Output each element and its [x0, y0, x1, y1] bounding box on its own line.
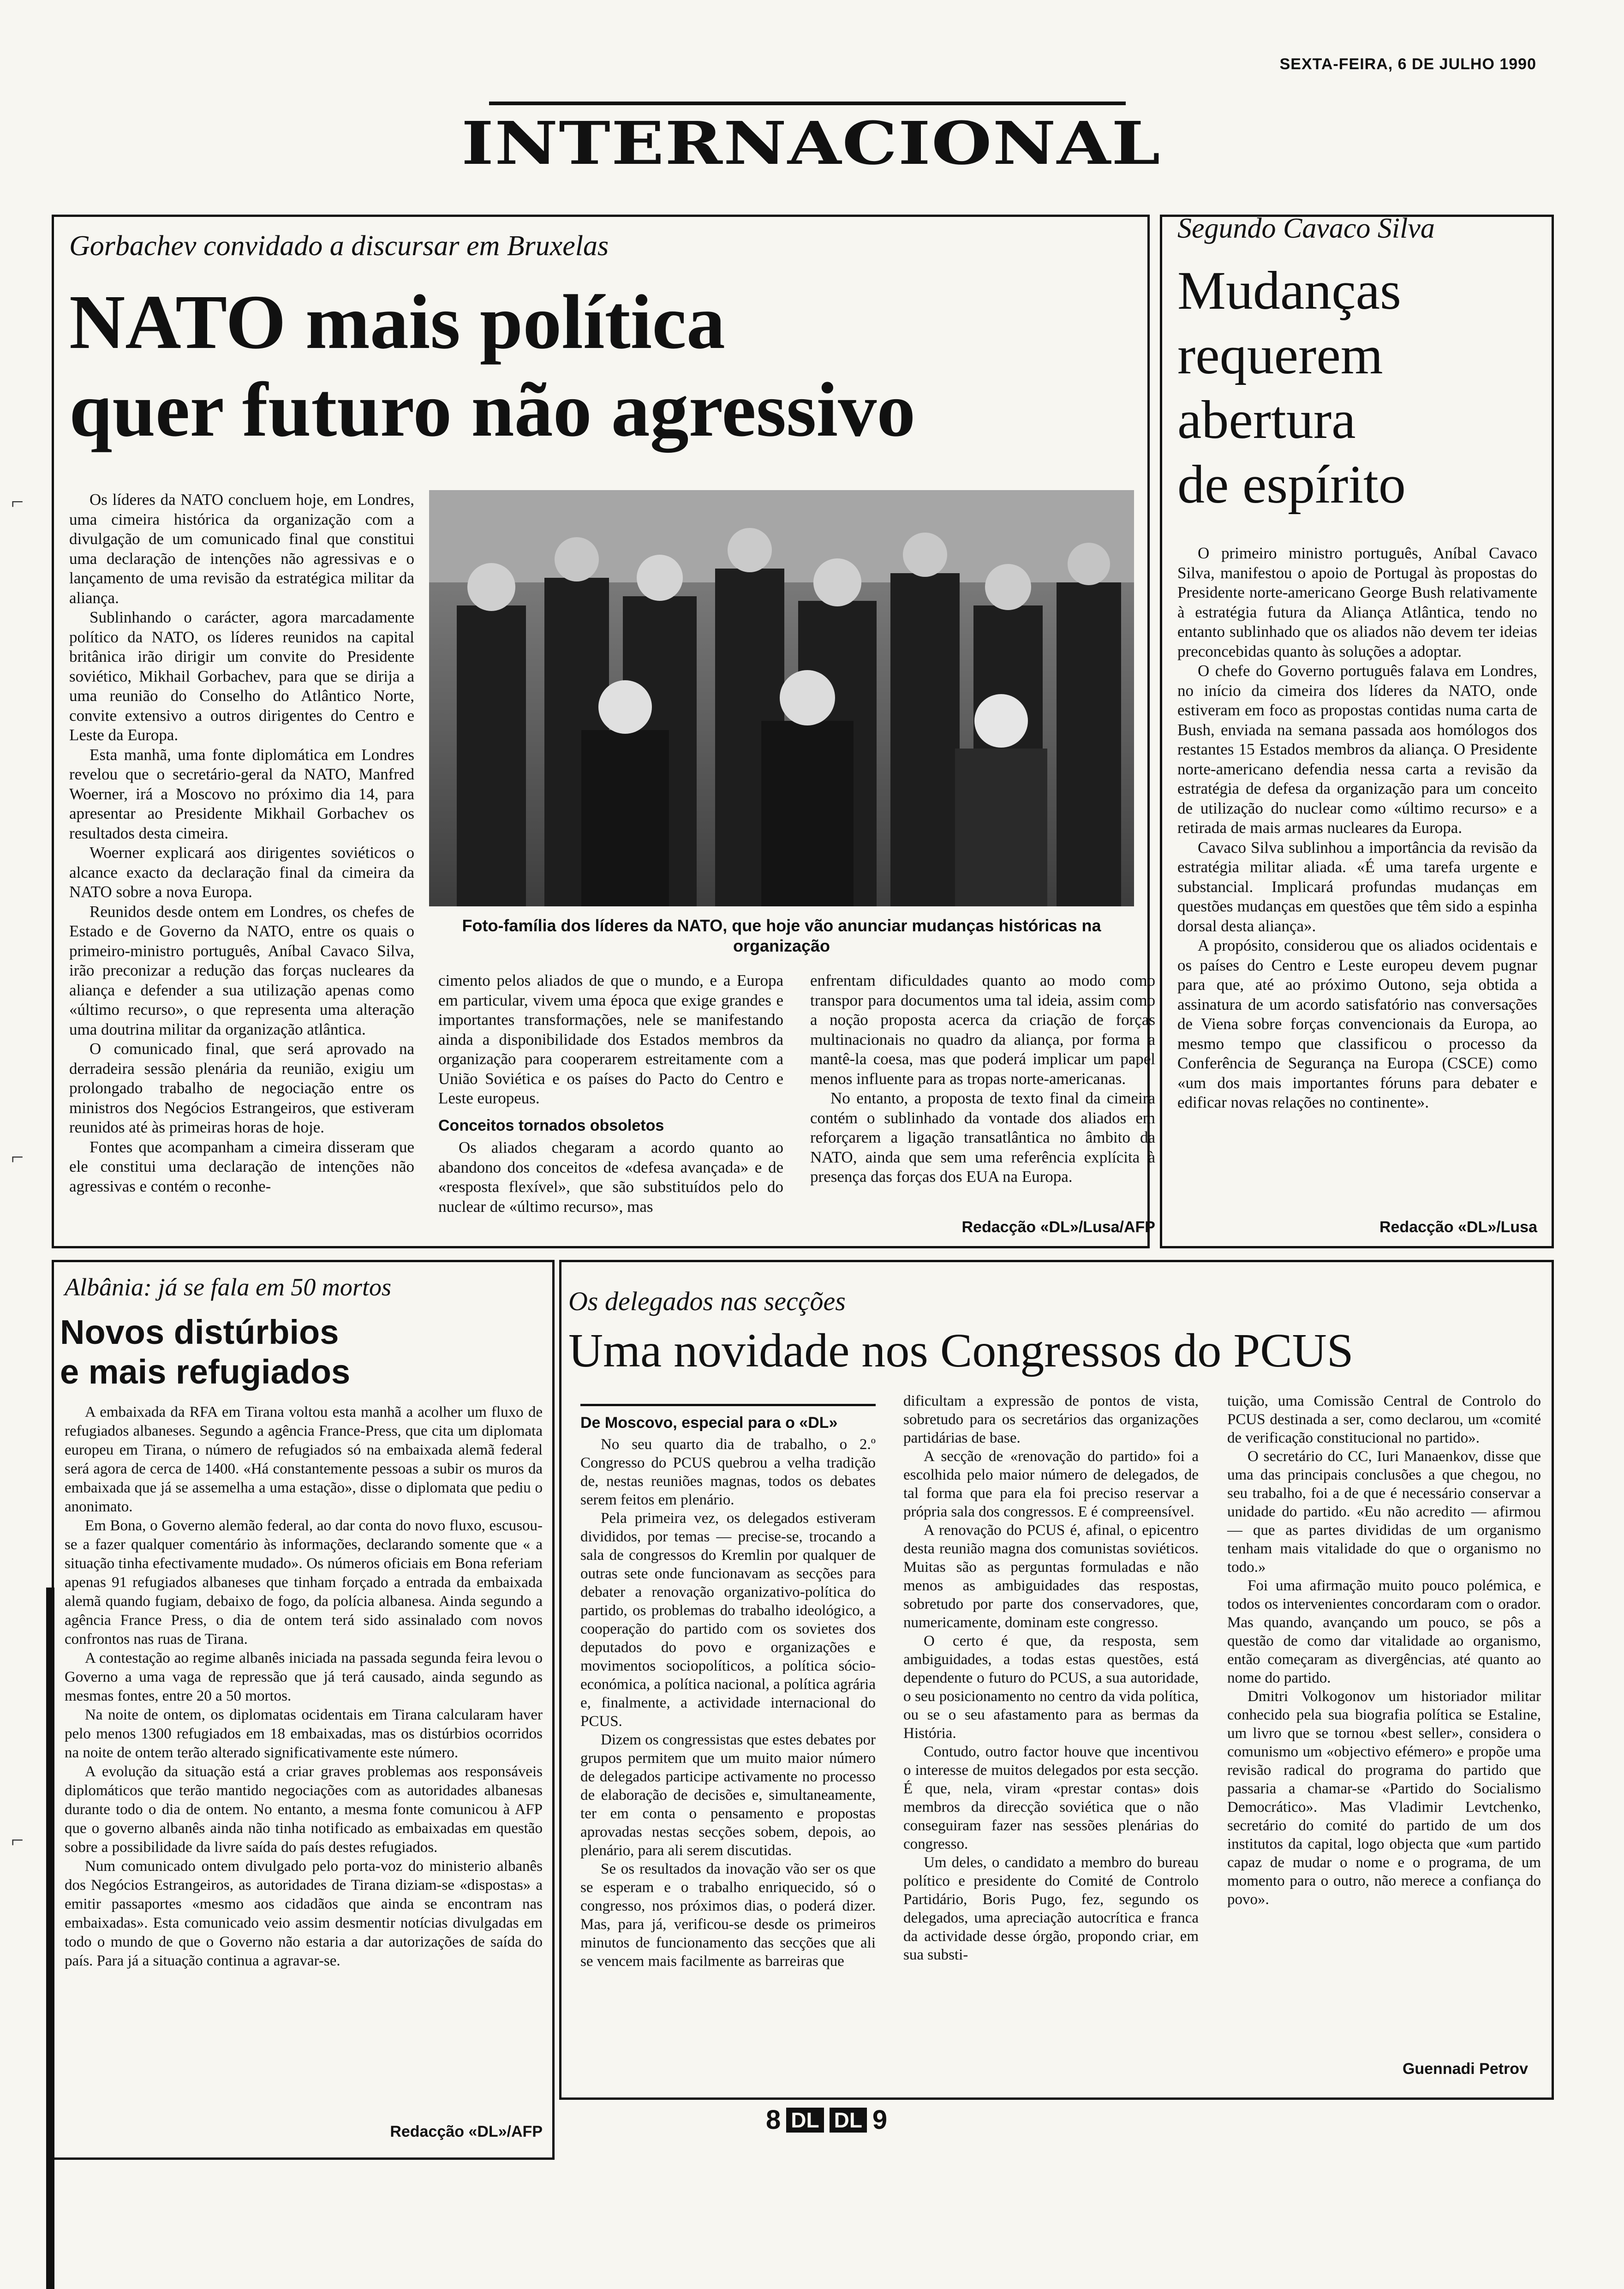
- folio-left-number: 8: [766, 2105, 781, 2135]
- paragraph: Fontes que acompanham a cimeira disseram que ele constitui uma declaração de intenções não agressivas e contém o reconhe-: [69, 1138, 414, 1195]
- cavaco-headline-line-4: de espírito: [1177, 454, 1406, 515]
- nato-subhead: Conceitos tornados obsoletos: [438, 1116, 664, 1134]
- albania-kicker: Albânia: já se fala em 50 mortos: [65, 1273, 391, 1301]
- dateline-rule: [580, 1404, 876, 1406]
- nato-column-2: [438, 971, 783, 1216]
- paragraph: Woerner explicará aos dirigentes soviéticos o alcance exacto da declaração final da cimeira da NATO sobre a nova Europa.: [69, 844, 414, 901]
- cavaco-headline-line-2: requerem: [1177, 325, 1383, 385]
- paragraph: Dmitri Volkogonov um historiador militar conhecido pela sua biografia política se Estaline, um livro que se tornou «best seller», considera o comunismo um «objectivo efémero» e propõe uma revisão radical do programa do partido que passaria a chamar-se «Partido do Socialismo Democrático». Mas Vladimir Levtchenko, secretário do comité do partido de um dos institutos da capital, logo objecta que «um partido capaz de mudar o nome e o programa, de um momento para o outro, não merece a confiança do povo».: [1227, 1688, 1541, 1908]
- cavaco-kicker: Segundo Cavaco Silva: [1177, 213, 1435, 244]
- paragraph: O comunicado final, que será aprovado na derradeira sessão plenária da reunião, exigiu um prolongado trabalho de negociação entre os ministros dos Negócios Estrangeiros, que estiveram reunidos até às primeiras horas de hoje.: [69, 1040, 414, 1136]
- paragraph: A propósito, considerou que os aliados ocidentais e os países do Centro e Leste europeu devem pugnar para que, até ao próximo Outono, seja obtida a assinatura de um acordo satisfatório nas conversações de Viena sobre forças convencionais da Europa, ao mesmo tempo que classificou o processo da Conferência de Segurança na Europa (CSCE) como «um dos mais importantes fóruns para debater e edificar novas relações no continente».: [1177, 936, 1537, 1111]
- margin-rule: [46, 1588, 54, 2289]
- paragraph: O primeiro ministro português, Aníbal Cavaco Silva, manifestou o apoio de Portugal às propostas do Presidente norte-americano George Bush relativamente à estratégia futura da Aliança Atlântica, tendo no entanto sublinhado que os aliados não devem ter ideias preconcebidas quanto às soluções a adoptar.: [1177, 544, 1537, 660]
- nato-leaders-photo: [429, 490, 1134, 906]
- pcus-column-2: [903, 1392, 1199, 1964]
- folio-logo-left: DL: [786, 2108, 824, 2133]
- paragraph: Na noite de ontem, os diplomatas ocidentais em Tirana calcularam haver pelo menos 1300 refugiados em 18 embaixadas, mas os distúrbios ocorridos na noite de ontem terão alterado significativamente este número.: [65, 1707, 543, 1761]
- paragraph: O secretário do CC, Iuri Manaenkov, disse que uma das principais conclusões a que chegou, no seu trabalho, foi a de que é necessário conservar a unidade do partido. «Eu não acredito — afirmou — que as partes divididas de um organismo tenham mais vitalidade do que o organismo no todo.»: [1227, 1448, 1541, 1576]
- paragraph: Pela primeira vez, os delegados estiveram divididos, por temas — precise-se, trocando a sala de congressos do Kremlin por qualquer de outras sete onde funcionavam as secções para debater a renovação organizativo-política do partido, os problemas do trabalho ideológico, a cooperação do partido com os sovietes dos deputados do povo e organizações e movimentos sociopolíticos, a política sócio-económica, a política nacional, a política agrária e, finalmente, a actividade internacional do PCUS.: [580, 1510, 876, 1730]
- nato-photo-caption: Foto-família dos líderes da NATO, que hoje vão anunciar mudanças históricas na organização: [462, 916, 1101, 955]
- page-folio: [766, 2104, 887, 2135]
- paragraph: dificultam a expressão de pontos de vista, sobretudo para os secretários das organizações partidárias de base.: [903, 1393, 1199, 1446]
- folio-right-number: 9: [872, 2105, 888, 2135]
- paragraph: cimento pelos aliados de que o mundo, e a Europa em particular, vivem uma época que exige grandes e importantes transformações, nele se manifestando ainda a disponibilidade dos Estados membros da organização para cooperarem estreitamente com a União Soviética e os países do Pacto do Centro e Leste europeus.: [438, 971, 783, 1107]
- paragraph: Em Bona, o Governo alemão federal, ao dar conta do novo fluxo, escusou-se a fazer qualquer comentário às informações, declarando somente que « a situação tinha efectivamente mudado». Os números oficiais em Bona referiam apenas 91 refugiados albaneses que tinham forçado a entrada da embaixada alemã quando fugiam, debaixo de fogo, da polícia albanesa. Ainda segundo a agência France Press, o dia de ontem terá sido assinalado com novos confrontos nas ruas de Tirana.: [65, 1517, 543, 1648]
- paragraph: A embaixada da RFA em Tirana voltou esta manhã a acolher um fluxo de refugiados albaneses. Segundo a agência France-Press, que cita um diplomata europeu em Tirana, o número de refugiados só na embaixada alemã federal será agora de cerca de 1400. «Há constantemente pessoas a subir os muros da embaixada que já se assemelha a uma estação», disse o diplomata que pediu o anonimato.: [65, 1404, 543, 1515]
- margin-mark: ⌐: [11, 1145, 24, 1169]
- photo-illustration: [429, 490, 1134, 906]
- paragraph: A contestação ao regime albanês iniciada na passada segunda feira levou o Governo a uma vaga de repressão que já terá causado, ainda segundo as mesmas fontes, entre 20 a 50 mortos.: [65, 1650, 543, 1704]
- albania-headline-line-1: Novos distúrbios: [60, 1313, 339, 1351]
- paragraph: No seu quarto dia de trabalho, o 2.º Congresso do PCUS quebrou a velha tradição de, nestas reuniões magnas, todos os debates serem feitos em plenário.: [580, 1436, 876, 1508]
- pcus-headline: Uma novidade nos Congressos do PCUS: [568, 1324, 1354, 1377]
- edition-date: SEXTA-FEIRA, 6 DE JULHO 1990: [1279, 55, 1536, 73]
- cavaco-byline: Redacção «DL»/Lusa: [1379, 1218, 1537, 1236]
- albania-body: [65, 1403, 543, 1971]
- nato-kicker: Gorbachev convidado a discursar em Bruxelas: [69, 230, 609, 262]
- paragraph: enfrentam dificuldades quanto ao modo como transpor para documentos uma tal ideia, assim como a noção proposta acerca da criação de forças multinacionais no quadro da aliança, por forma a mantê-la coesa, mas que poderá implicar um papel menos influente para as tropas norte-americanas.: [810, 971, 1155, 1088]
- nato-column-3: [810, 971, 1155, 1187]
- paragraph: Esta manhã, uma fonte diplomática em Londres revelou que o secretário-geral da NATO, Manfred Woerner, irá a Moscovo no próximo dia 14, para apresentar ao Presidente Mikhail Gorbachev os resultados desta cimeira.: [69, 745, 414, 842]
- paragraph: Os aliados chegaram a acordo quanto ao abandono dos conceitos de «defesa avançada» e de «resposta flexível», que são substituídos pelo do nuclear de «último recurso», mas: [438, 1139, 783, 1216]
- paragraph: Sublinhando o carácter, agora marcadamente político da NATO, os líderes reunidos na capital britânica irão dirigir um convite do Presidente soviético, Mikhail Gorbachev, para que se dirija a uma reunião do Conselho do Atlântico Norte, convite extensivo a outros dirigentes do Centro e Leste da Europa.: [69, 608, 414, 744]
- pcus-byline: Guennadi Petrov: [1402, 2060, 1528, 2078]
- nato-headline-line-1: NATO mais política: [69, 279, 725, 365]
- margin-mark: ⌐: [11, 1828, 24, 1852]
- paragraph: Um deles, o candidato a membro do bureau político e presidente do Comité de Controlo Partidário, Boris Pugo, fez, segundo os delegados, uma apreciação autocrítica e franca da actividade desse órgão, propondo criar, em sua substi-: [903, 1854, 1199, 1963]
- margin-mark: ⌐: [11, 490, 24, 514]
- albania-headline-line-2: e mais refugiados: [60, 1353, 351, 1391]
- paragraph: A renovação do PCUS é, afinal, o epicentro desta reunião magna dos comunistas soviéticos. Muitas são as perguntas formuladas e não menos as ambiguidades das respostas, sobretudo por parte dos conservadores, que, numericamente, dominam este congresso.: [903, 1522, 1199, 1631]
- albania-byline: Redacção «DL»/AFP: [390, 2123, 543, 2140]
- paragraph: Dizem os congressistas que estes debates por grupos permitem que um muito maior número de delegados participe activamente no processo de elaboração de decisões e, simultaneamente, ter em conta o pensamento e propostas aprovadas nestas secções sobem, depois, ao plenário, para ali serem discutidas.: [580, 1732, 876, 1859]
- paragraph: Reunidos desde ontem em Londres, os chefes de Estado e de Governo da NATO, entre os quais o primeiro-ministro português, Aníbal Cavaco Silva, irão preconizar a redução das forças nucleares da aliança e defender a sua utilização apenas como «último recurso», o que representa uma alteração uma doutrina militar da organização atlântica.: [69, 902, 414, 1038]
- paragraph: Se os resultados da inovação vão ser os que se esperam e o trabalho enriquecido, só o congresso, nos próximos dias, o poderá dizer. Mas, para já, verificou-se desde os primeiros minutos de funcionamento das secções que ali se vencem mais facilmente as barreiras que: [580, 1861, 876, 1970]
- cavaco-headline-line-1: Mudanças: [1177, 260, 1401, 321]
- paragraph: Foi uma afirmação muito pouco polémica, e todos os intervenientes concordaram com o orador. Mas quando, avançando um pouco, se pôs a questão de como dar vitalidade ao organismo, então começaram as divergências, até quanto ao nome do partido.: [1227, 1577, 1541, 1686]
- pcus-kicker: Os delegados nas secções: [568, 1286, 846, 1316]
- nato-byline: Redacção «DL»/Lusa/AFP: [961, 1218, 1155, 1236]
- paragraph: Cavaco Silva sublinhou a importância da revisão da estratégia militar aliada. «É uma tarefa urgente e substancial. Implicará profundas mudanças em questões mudanças em questões que têm sido a espinha dorsal desta aliança».: [1177, 838, 1537, 935]
- nato-headline-line-2: quer futuro não agressivo: [69, 367, 916, 453]
- paragraph: tuição, uma Comissão Central de Controlo do PCUS destinada a ser, como declarou, um «comité de verificação constitucional no partido».: [1227, 1393, 1541, 1446]
- paragraph: O chefe do Governo português falava em Londres, no início da cimeira dos líderes da NATO, onde estiveram em foco as propostas contidas numa carta de Bush, enviada na semana passada aos homólogos dos restantes 15 Estados membros da aliança. O Presidente norte-americano defendia nessa carta a revisão da estratégia de defesa da organização para um conceito de utilização do nuclear como «último recurso» e a retirada de mais armas nucleares da Europa.: [1177, 662, 1537, 837]
- cavaco-body: [1177, 544, 1537, 1113]
- paragraph: A secção de «renovação do partido» foi a escolhida pelo maior número de delegados, de tal forma que para ela foi preciso reservar a própria sala dos congressos. E é compreensível.: [903, 1448, 1199, 1520]
- pcus-column-1: [580, 1435, 876, 1971]
- paragraph: Num comunicado ontem divulgado pelo porta-voz do ministerio albanês dos Negócios Estrangeiros, as autoridades de Tirana diziam-se «dispostas» a emitir passaportes «mesmo aos cidadãos que ainda se encontram nas embaixadas». Esta comunicado veio assim desmentir notícias divulgadas em todo o mundo de que o Governo não estaria a dar autorizações de saída do país. Para já a situação continua a agravar-se.: [65, 1858, 543, 1969]
- pcus-column-3: [1227, 1392, 1541, 1909]
- cavaco-headline-line-3: abertura: [1177, 389, 1356, 450]
- section-title: INTERNACIONAL: [461, 109, 1161, 178]
- paragraph: O certo é que, da resposta, sem ambiguidades, a todas estas questões, está dependente o futuro do PCUS, a sua autoridade, o seu posicionamento no centro da vida política, ou se o seu afastamento para as bermas da História.: [903, 1633, 1199, 1742]
- pcus-dateline: De Moscovo, especial para o «DL»: [580, 1414, 838, 1432]
- paragraph: No entanto, a proposta de texto final da cimeira contém o sublinhado da vontade dos aliados em reforçarem a ligação transatlântica no âmbito da NATO, ainda que sem uma referência explícita à presença das forças dos EUA na Europa.: [810, 1089, 1155, 1186]
- paragraph: Contudo, outro factor houve que incentivou o interesse de muitos delegados por esta secção. É que, nela, viram «prestar contas» dois membros da direcção soviética que o não conseguiram fazer nas sessões plenárias do congresso.: [903, 1744, 1199, 1852]
- nato-column-1: [69, 490, 414, 1196]
- paragraph: A evolução da situação está a criar graves problemas aos responsáveis diplomáticos que terão mantido negociações com as autoridades albanesas durante todo o dia de ontem. No entanto, a mesma fonte comunicou à AFP que o governo albanês ainda não tinha notificado as embaixadas em questão sobre a possibilidade da livre saída do país destes refugiados.: [65, 1763, 543, 1856]
- folio-logo-right: DL: [830, 2108, 867, 2133]
- paragraph: Os líderes da NATO concluem hoje, em Londres, uma cimeira histórica da organização com a divulgação de um comunicado final que constitui uma declaração de intenções não agressivas e o lançamento de uma revisão da estratégica militar da aliança.: [69, 491, 414, 607]
- header-rule: [489, 102, 1126, 105]
